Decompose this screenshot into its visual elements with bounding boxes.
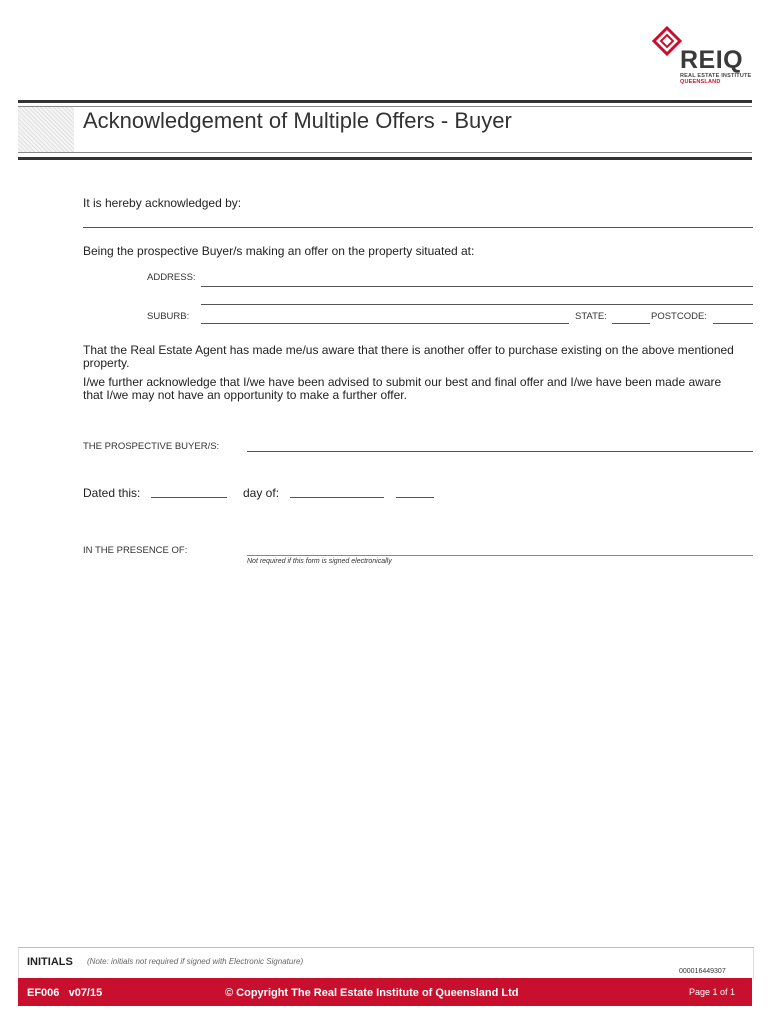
- suburb-field[interactable]: [201, 323, 569, 324]
- postcode-field[interactable]: [713, 323, 753, 324]
- title-rule-top: [18, 100, 752, 103]
- address-field-line-2[interactable]: [201, 304, 753, 305]
- suburb-label: SUBURB:: [147, 311, 190, 322]
- agent-aware-paragraph: That the Real Estate Agent has made me/us aware that there is another offer to purchase existing on the above mentioned property.: [83, 343, 734, 370]
- title-rule-bottom: [18, 157, 752, 160]
- form-code: EF006 v07/15: [27, 987, 103, 999]
- prospective-buyers-label: THE PROSPECTIVE BUYER/S:: [83, 441, 220, 452]
- logo-subtitle-state: QUEENSLAND: [680, 79, 721, 85]
- postcode-label: POSTCODE:: [651, 311, 707, 322]
- address-field[interactable]: [201, 286, 753, 287]
- dated-day-field[interactable]: [151, 497, 227, 498]
- title-rule-top-thin: [18, 106, 752, 107]
- title-shade-block: [18, 107, 74, 153]
- reiq-logo: [650, 24, 760, 84]
- being-buyer-text: Being the prospective Buyer/s making an offer on the property situated at:: [83, 244, 475, 258]
- reiq-diamond-icon: [652, 26, 682, 56]
- best-final-offer-paragraph: I/we further acknowledge that I/we have been advised to submit our best and final offer and I/we have been made aware that I/we may not have an opportunity to make a further offer.: [83, 375, 722, 402]
- dated-year-field[interactable]: [396, 497, 434, 498]
- document-number: 000016449307: [679, 968, 726, 975]
- dated-month-field[interactable]: [290, 497, 384, 498]
- state-field[interactable]: [612, 323, 650, 324]
- copyright-text: © Copyright The Real Estate Institute of Queensland Ltd: [225, 987, 519, 999]
- page-number: Page 1 of 1: [689, 987, 736, 997]
- day-of-label: day of:: [243, 486, 280, 500]
- acknowledged-by-field[interactable]: [83, 227, 753, 228]
- initials-label: INITIALS: [27, 956, 73, 968]
- logo-subtitle: REAL ESTATE INSTITUTE: [680, 73, 752, 79]
- title-rule-bottom-thin: [18, 152, 752, 153]
- page-title: Acknowledgement of Multiple Offers - Buyer: [83, 108, 512, 133]
- address-label: ADDRESS:: [147, 272, 196, 283]
- witness-signature-field[interactable]: [247, 555, 753, 556]
- initials-note: (Note: initials not required if signed with Electronic Signature): [87, 957, 304, 966]
- prospective-buyers-signature-field[interactable]: [247, 451, 753, 452]
- presence-note: Not required if this form is signed electronically: [247, 558, 392, 565]
- presence-label: IN THE PRESENCE OF:: [83, 545, 188, 556]
- state-label: STATE:: [575, 311, 607, 322]
- logo-name: REIQ: [680, 46, 744, 74]
- dated-this-label: Dated this:: [83, 486, 141, 500]
- acknowledged-by-label: It is hereby acknowledged by:: [83, 196, 242, 210]
